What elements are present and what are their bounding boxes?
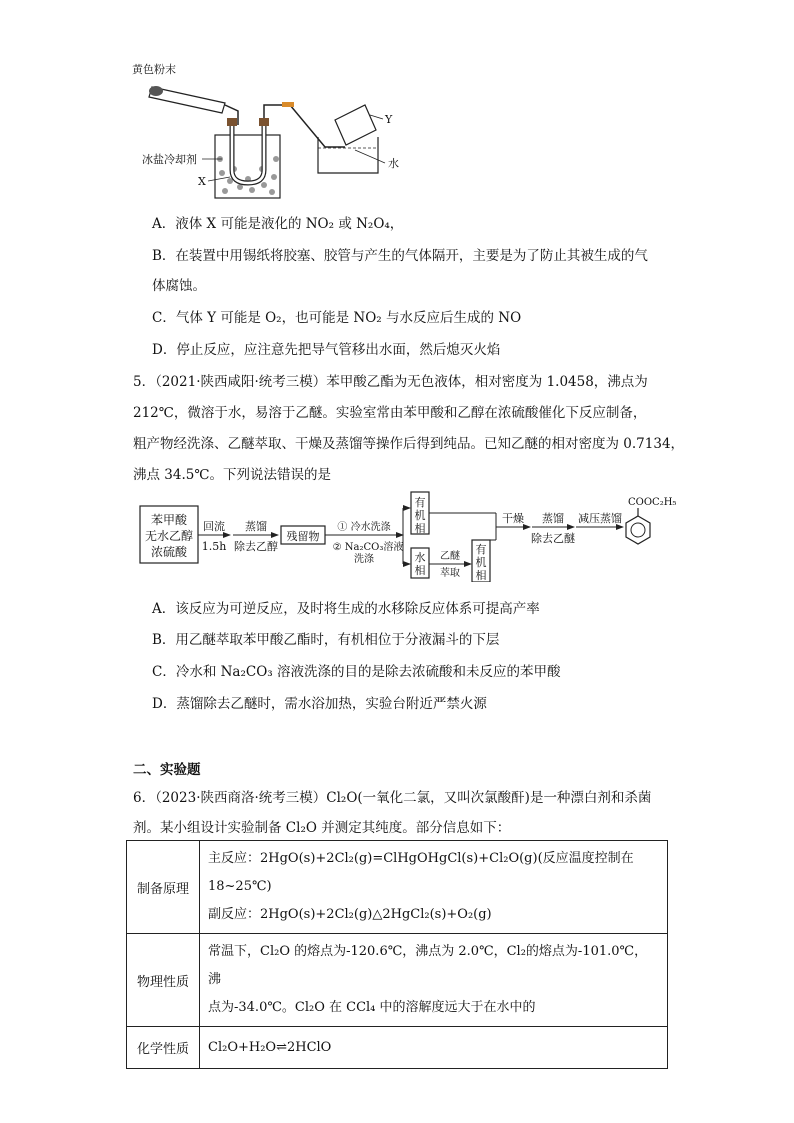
residue-label: 残留物: [286, 530, 320, 543]
organic-phase-char2: 机: [414, 509, 426, 522]
delivery-tube: [264, 105, 345, 147]
distill-bottom: 除去乙醚: [531, 532, 575, 545]
main-reaction: 主反应：2HgO(s)+2Cl₂(g)=ClHgOHgCl(s)+Cl₂O(g)(反应温度控制在 18~25℃): [208, 851, 634, 894]
section-title: 二、实验题: [133, 762, 201, 778]
table-row: [127, 841, 668, 934]
step1-bottom: 1.5h: [201, 540, 227, 553]
row-head: 制备原理: [127, 841, 200, 934]
label-x: X: [198, 175, 206, 188]
wash2: ② Na₂CO₃溶液: [332, 542, 404, 553]
extract-top: 乙醚: [440, 551, 460, 562]
step2-top: 蒸馏: [245, 520, 267, 533]
water-phase-char1: 水: [414, 551, 426, 564]
test-tube: [149, 86, 238, 125]
q5-option-c: C．冷水和 Na₂CO₃ 溶液洗涤的目的是除去浓硫酸和未反应的苯甲酸: [152, 664, 561, 680]
organic-phase-char1: 有: [414, 496, 426, 509]
chemical-line1: Cl₂O+H₂O⇌2HClO: [208, 1039, 332, 1055]
label-coolant: 冰盐冷却剂: [142, 153, 197, 166]
q5-option-b: B．用乙醚萃取苯甲酸乙酯时，有机相位于分液漏斗的下层: [152, 632, 500, 648]
distill-label: 蒸馏: [542, 512, 564, 525]
dry-label: 干燥: [502, 512, 524, 525]
wash2b: 洗涤: [354, 554, 374, 565]
water-trough: [318, 105, 378, 173]
q6-stem-line1: 6．（2023·陕西商洛·统考三模）Cl₂O(一氧化二氯，又叫次氯酸酐)是一种漂白剂和杀菌: [133, 790, 652, 806]
q5-stem-line4: 沸点 34.5℃。下列说法错误的是: [133, 467, 331, 483]
water-phase-char2: 相: [414, 564, 426, 577]
q5-stem-line2: 212℃，微溶于水，易溶于乙醚。实验室常由苯甲酸和乙醇在浓硫酸催化下反应制备，: [133, 405, 647, 421]
q4-option-a: A．液体 X 可能是液化的 NO₂ 或 N₂O₄，: [152, 216, 404, 232]
q4-option-d: D．停止反应，应注意先把导气管移出水面，然后熄灭火焰: [152, 342, 501, 358]
label-water: 水: [388, 157, 399, 170]
table-row: [127, 1027, 668, 1069]
q5-stem-line3: 粗产物经洗涤、乙醚萃取、干燥及蒸馏等操作后得到纯品。已知乙醚的相对密度为 0.7134，: [133, 436, 685, 452]
benzene-ring-icon: [626, 508, 650, 544]
q4-option-b-cont: 体腐蚀。: [152, 278, 206, 294]
row-head: 物理性质: [127, 934, 200, 1027]
organic-phase-char3: 相: [414, 522, 426, 535]
q5-option-a: A．该反应为可逆反应，及时将生成的水移除反应体系可提高产率: [152, 601, 540, 617]
label-powder: 黄色粉末: [132, 63, 176, 76]
organic-phase2-char2: 机: [475, 556, 487, 569]
q4-option-b: B．在装置中用锡纸将胶塞、胶管与产生的气体隔开，主要是为了防止其被生成的气: [152, 248, 648, 264]
vacuum-label: 减压蒸馏: [578, 512, 622, 525]
q5-option-d: D．蒸馏除去乙醚时，需水浴加热，实验台附近严禁火源: [152, 696, 487, 712]
row-head: 化学性质: [127, 1027, 200, 1069]
q5-flowchart: [138, 490, 698, 582]
wash1: ① 冷水洗涤: [337, 522, 391, 533]
label-y: Y: [385, 113, 393, 126]
q4-option-c: C．气体 Y 可能是 O₂，也可能是 NO₂ 与水反应后生成的 NO: [152, 310, 522, 326]
organic-phase2-char3: 相: [475, 569, 487, 582]
reactant-1: 苯甲酸: [150, 513, 188, 527]
organic-phase2-char1: 有: [475, 543, 487, 556]
row-content: [200, 934, 668, 1027]
q5-stem-line1: 5．（2021·陕西咸阳·统考三模）苯甲酸乙酯为无色液体，相对密度为 1.0458，沸点为: [133, 374, 648, 390]
reactant-2: 无水乙醇: [144, 529, 194, 543]
q6-info-table: [126, 840, 668, 1069]
apparatus-figure: [130, 55, 410, 205]
row-content: [200, 841, 668, 934]
extract-bottom: 萃取: [440, 568, 460, 579]
product-label: COOC₂H₅: [628, 497, 677, 508]
step2-bottom: 除去乙醇: [234, 540, 278, 553]
side-reaction: 副反应：2HgO(s)+2Cl₂(g)△2HgCl₂(s)+O₂(g): [208, 907, 492, 922]
reactant-3: 浓硫酸: [150, 545, 188, 559]
step1-top: 回流: [203, 520, 225, 533]
table-row: [127, 934, 668, 1027]
cooling-beaker: [215, 118, 280, 198]
row-content: [200, 1027, 668, 1069]
physical-line1: 常温下，Cl₂O 的熔点为-120.6℃，沸点为 2.0℃，Cl₂的熔点为-101.0℃，沸: [208, 944, 648, 987]
physical-line2: 点为-34.0℃。Cl₂O 在 CCl₄ 中的溶解度远大于在水中的: [208, 1000, 536, 1015]
q6-stem-line2: 剂。某小组设计实验制备 Cl₂O 并测定其纯度。部分信息如下：: [133, 820, 511, 836]
